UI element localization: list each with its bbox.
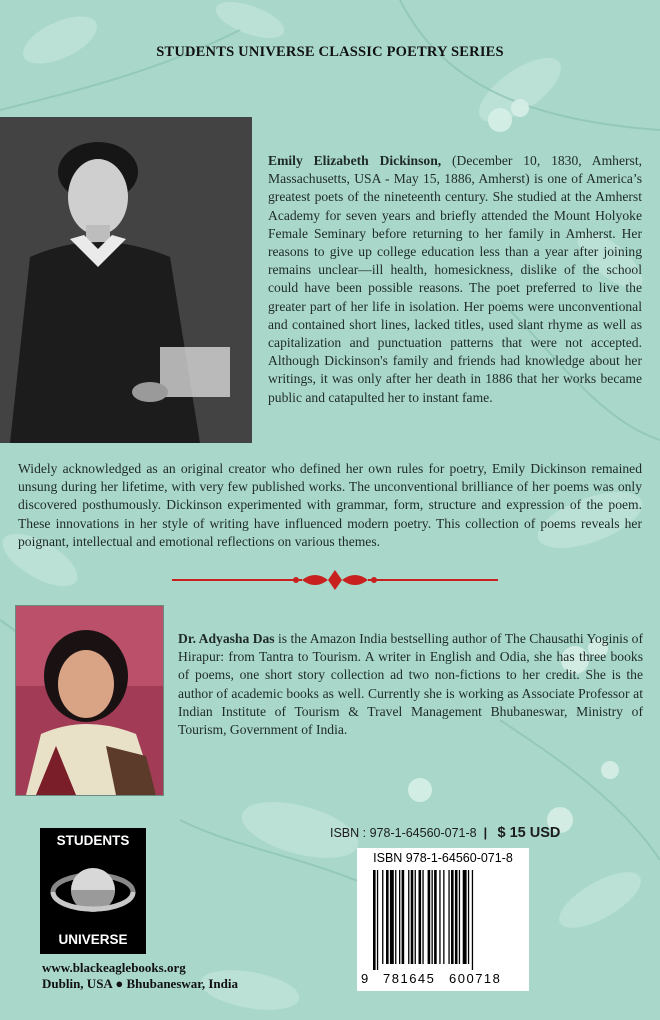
subject-bio-intro: [268, 152, 642, 407]
barcode-bar: [459, 870, 460, 964]
barcode-bar: [472, 870, 473, 970]
barcode-bar: [428, 870, 431, 964]
location-right: Bhubaneswar, India: [126, 976, 238, 991]
barcode-bar: [408, 870, 409, 964]
barcode-bar: [443, 870, 444, 964]
barcode-bar: [448, 870, 449, 964]
publisher-logo: [40, 828, 146, 954]
author-name: Dr. Adyasha Das: [178, 631, 275, 646]
barcode-bar: [411, 870, 414, 964]
barcode-bars: [373, 870, 513, 970]
barcode-bar: [395, 870, 396, 964]
barcode-bar: [419, 870, 422, 964]
planet-icon: [50, 854, 136, 930]
barcode-digit-lead: 9: [361, 971, 370, 986]
author-bio: [178, 630, 643, 739]
emily-dickinson-portrait: [0, 117, 252, 443]
barcode-bar: [377, 870, 378, 970]
barcode-bar: [422, 870, 423, 964]
barcode-bar: [386, 870, 389, 964]
publisher-location: [42, 976, 238, 992]
logo-text-bottom: UNIVERSE: [58, 932, 128, 947]
barcode: [357, 848, 529, 991]
ornamental-divider: [172, 566, 498, 594]
barcode-bar: [373, 870, 376, 970]
subject-bio-first: (December 10, 1830, Amherst, Massachusetts, USA - May 15, 1886, Amherst) is one of America’s greatest poets of the nineteenth century. She studied at the Amherst Academy for seven years and briefly attended the Mount Holyoke Female Seminary before returning to her family in Amherst. Her reasons to give up college education less than a year after joining remains unclear—ill health, homesickness, dislike of the school could have been possible reasons. The poet preferred to live the greater part of her life in isolation. Her poems were unconventional and contained short lines, lacked titles, used slant rhyme as well as capitalization and punctuation patterns that were not accepted. Although Dickinson's family and friends had knowledge about her writings, it was only after her death in 1886 that her works became public and catapulted her to instant fame.: [268, 153, 642, 405]
barcode-bar: [382, 870, 383, 964]
barcode-digits-right: 600718: [449, 971, 502, 986]
barcode-bar: [439, 870, 440, 964]
barcode-bar: [451, 870, 454, 964]
price: $ 15 USD: [497, 825, 561, 841]
barcode-bar: [463, 870, 467, 964]
author-portrait: [16, 606, 163, 795]
logo-text-top: STUDENTS: [56, 833, 130, 848]
series-title: STUDENTS UNIVERSE CLASSIC POETRY SERIES: [156, 44, 504, 60]
barcode-bar: [455, 870, 458, 964]
isbn-text: ISBN : 978-1-64560-071-8: [330, 826, 477, 840]
barcode-bar: [399, 870, 400, 964]
barcode-bar: [468, 870, 469, 964]
subject-name: Emily Elizabeth Dickinson,: [268, 153, 442, 168]
isbn-price-separator: |: [483, 826, 488, 840]
barcode-bar: [390, 870, 394, 964]
barcode-bar: [415, 870, 416, 964]
author-bio-text: is the Amazon India bestselling author of The Chausathi Yoginis of Hirapur: from Tantra to Tourism. A writer in English and Odia, she has three books of poems, one short story collection ad two non-fictions to her credit. She is the author of academic books as well. Currently she is working as Associate Professor at Indian Institute of Tourism & Travel Management Bhubaneswar, Ministry of Tourism, Government of India.: [178, 631, 643, 738]
barcode-bar: [432, 870, 433, 964]
barcode-isbn: ISBN 978-1-64560-071-8: [373, 851, 513, 865]
subject-bio-continued: Widely acknowledged as an original creator who defined her own rules for poetry, Emily Dickinson remained unsung during her lifetime, with very few published works. The unconventional brilliance of her poems was only discovered posthumously. Dickinson experimented with grammar, form, structure and expression of the poem. These innovations in her style of writing have influenced modern poetry. This collection of poems reveals her poignant, intellectual and emotional reflections on various themes.: [18, 461, 642, 549]
barcode-bar: [402, 870, 405, 964]
publisher-website: www.blackeaglebooks.org: [42, 960, 186, 975]
location-left: Dublin, USA: [42, 976, 113, 991]
isbn-price-line: [330, 825, 560, 841]
location-separator: ●: [115, 976, 124, 991]
barcode-digits-left: 781645: [383, 971, 436, 986]
barcode-bar: [434, 870, 437, 964]
